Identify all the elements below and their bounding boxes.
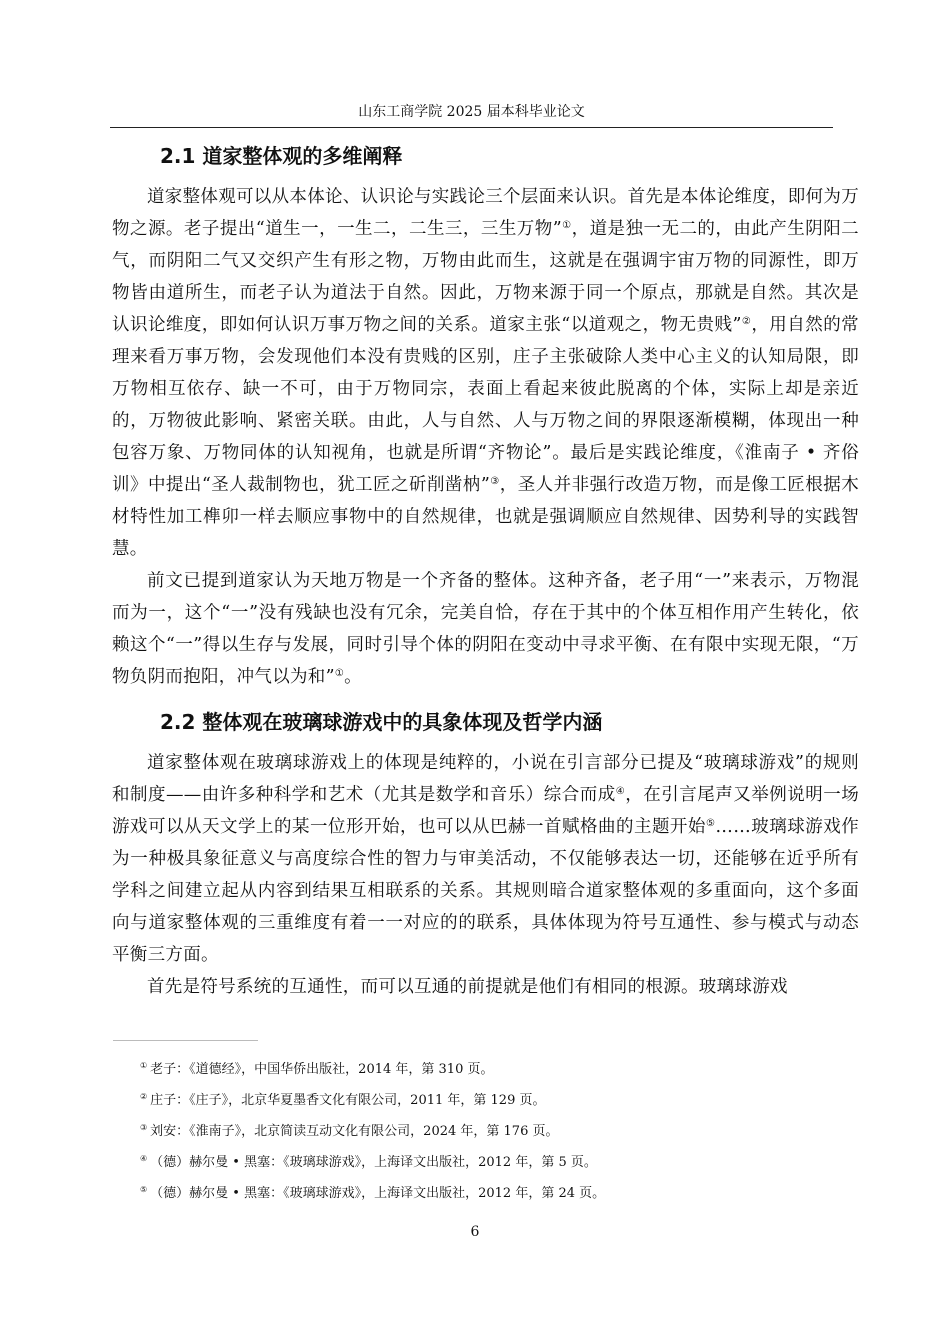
footnote-mark: ③ — [140, 1123, 148, 1132]
footnote-ref: ④ — [615, 786, 626, 797]
footnote-text: 刘安：《淮南子》，北京简读互动文化有限公司，2024 年，第 176 页。 — [150, 1124, 559, 1139]
paragraph — [112, 565, 859, 693]
footnote — [140, 1154, 840, 1185]
footnote-ref: ① — [334, 668, 345, 679]
footnote-mark: ① — [140, 1061, 148, 1070]
paragraph — [112, 181, 859, 565]
footnote — [140, 1092, 840, 1123]
paragraph-text: 道家整体观可以从本体论、认识论与实践论三个层面来认识。首先是本体论维度，即何为万物之源。老子提出“道生一，一生二，二生三，三生万物” — [112, 187, 859, 239]
paragraph-text: 。 — [344, 667, 362, 687]
paragraph-text: 前文已提到道家认为天地万物是一个齐备的整体。这种齐备，老子用“一”来表示，万物混而为一，这个“一”没有残缺也没有冗余，完美自恰，存在于其中的个体互相作用产生转化，依赖这个“一”得以生存与发展，同时引导个体的阴阳在变动中寻求平衡、在有限中实现无限，“万物负阴而抱阳，冲气以为和” — [112, 571, 859, 687]
footnote-mark: ④ — [140, 1154, 148, 1163]
footnote-text: 庄子：《庄子》，北京华夏墨香文化有限公司，2011 年，第 129 页。 — [150, 1093, 546, 1108]
paragraph-text: ……玻璃球游戏作为一种极具象征意义与高度综合性的智力与审美活动，不仅能够表达一切，还能够在近乎所有学科之间建立起从内容到结果互相联系的关系。其规则暗合道家整体观的多重面向，这个多面向与道家整体观的三重维度有着一一对应的的联系，具体体现为符号互通性、参与模式与动态平衡三方面。 — [112, 817, 859, 965]
paragraph-text: 道家整体观在玻璃球游戏上的体现是纯粹的，小说在引言部分已提及“玻璃球游戏”的规则和制度——由许多种科学和艺术（尤其是数学和音乐）综合而成 — [112, 753, 859, 805]
footnotes — [140, 1061, 840, 1216]
paragraph — [112, 747, 859, 971]
footnote-mark: ⑤ — [140, 1185, 148, 1194]
footnote-text: （德）赫尔曼 • 黑塞：《玻璃球游戏》，上海译文出版社，2012 年，第 24 页。 — [150, 1186, 606, 1201]
footnote-rule — [113, 1040, 258, 1041]
footnote — [140, 1061, 840, 1092]
section-heading-2-1: 2.1 道家整体观的多维阐释 — [160, 144, 403, 168]
paragraph-text: ，用自然的常理来看万事万物，会发现他们本没有贵贱的区别，庄子主张破除人类中心主义的认知局限，即万物相互依存、缺一不可，由于万物同宗，表面上看起来彼此脱离的个体，实际上却是亲近的，万物彼此影响、紧密关联。由此，人与自然、人与万物之间的界限逐渐模糊，体现出一种包容万象、万物同体的认知视角，也就是所谓“齐物论”。最后是实践论维度，《淮南子 • 齐俗训》中提出“圣人裁制物也，犹工匠之斫削凿枘” — [112, 315, 859, 495]
footnote-text: （德）赫尔曼 • 黑塞：《玻璃球游戏》，上海译文出版社，2012 年，第 5 页。 — [150, 1155, 597, 1170]
footnote-ref: ② — [741, 316, 752, 327]
body-content — [112, 137, 859, 1003]
paragraph-text: ，圣人并非强行改造万物，而是像工匠根据木材特性加工榫卯一样去顺应事物中的自然规律，也就是强调顺应自然规律、因势利导的实践智慧。 — [112, 475, 859, 559]
footnote — [140, 1185, 840, 1216]
footnote-ref: ⑤ — [705, 818, 716, 829]
header-rule — [110, 127, 833, 128]
paragraph-text: ，道是独一无二的，由此产生阴阳二气，而阴阳二气又交织产生有形之物，万物由此而生，这就是在强调宇宙万物的同源性，即万物皆由道所生，而老子认为道法于自然。因此，万物来源于同一个原点，那就是自然。其次是认识论维度，即如何认识万事万物之间的关系。道家主张“以道观之，物无贵贱” — [112, 219, 859, 335]
paragraph: 首先是符号系统的互通性，而可以互通的前提就是他们有相同的根源。玻璃球游戏 — [147, 977, 788, 997]
running-header: 山东工商学院 2025 届本科毕业论文 — [358, 104, 585, 120]
footnote-text: 老子：《道德经》，中国华侨出版社，2014 年，第 310 页。 — [150, 1062, 494, 1077]
footnote-mark: ② — [140, 1092, 148, 1101]
footnote — [140, 1123, 840, 1154]
page-number: 6 — [470, 1224, 480, 1240]
footnote-ref: ① — [562, 220, 572, 231]
footnote-ref: ③ — [490, 476, 500, 487]
paragraph-text: ，在引言尾声又举例说明一场游戏可以从天文学上的某一位形开始，也可以从巴赫一首赋格曲的主题开始 — [112, 785, 859, 837]
section-heading-2-2: 2.2 整体观在玻璃球游戏中的具象体现及哲学内涵 — [160, 710, 603, 734]
